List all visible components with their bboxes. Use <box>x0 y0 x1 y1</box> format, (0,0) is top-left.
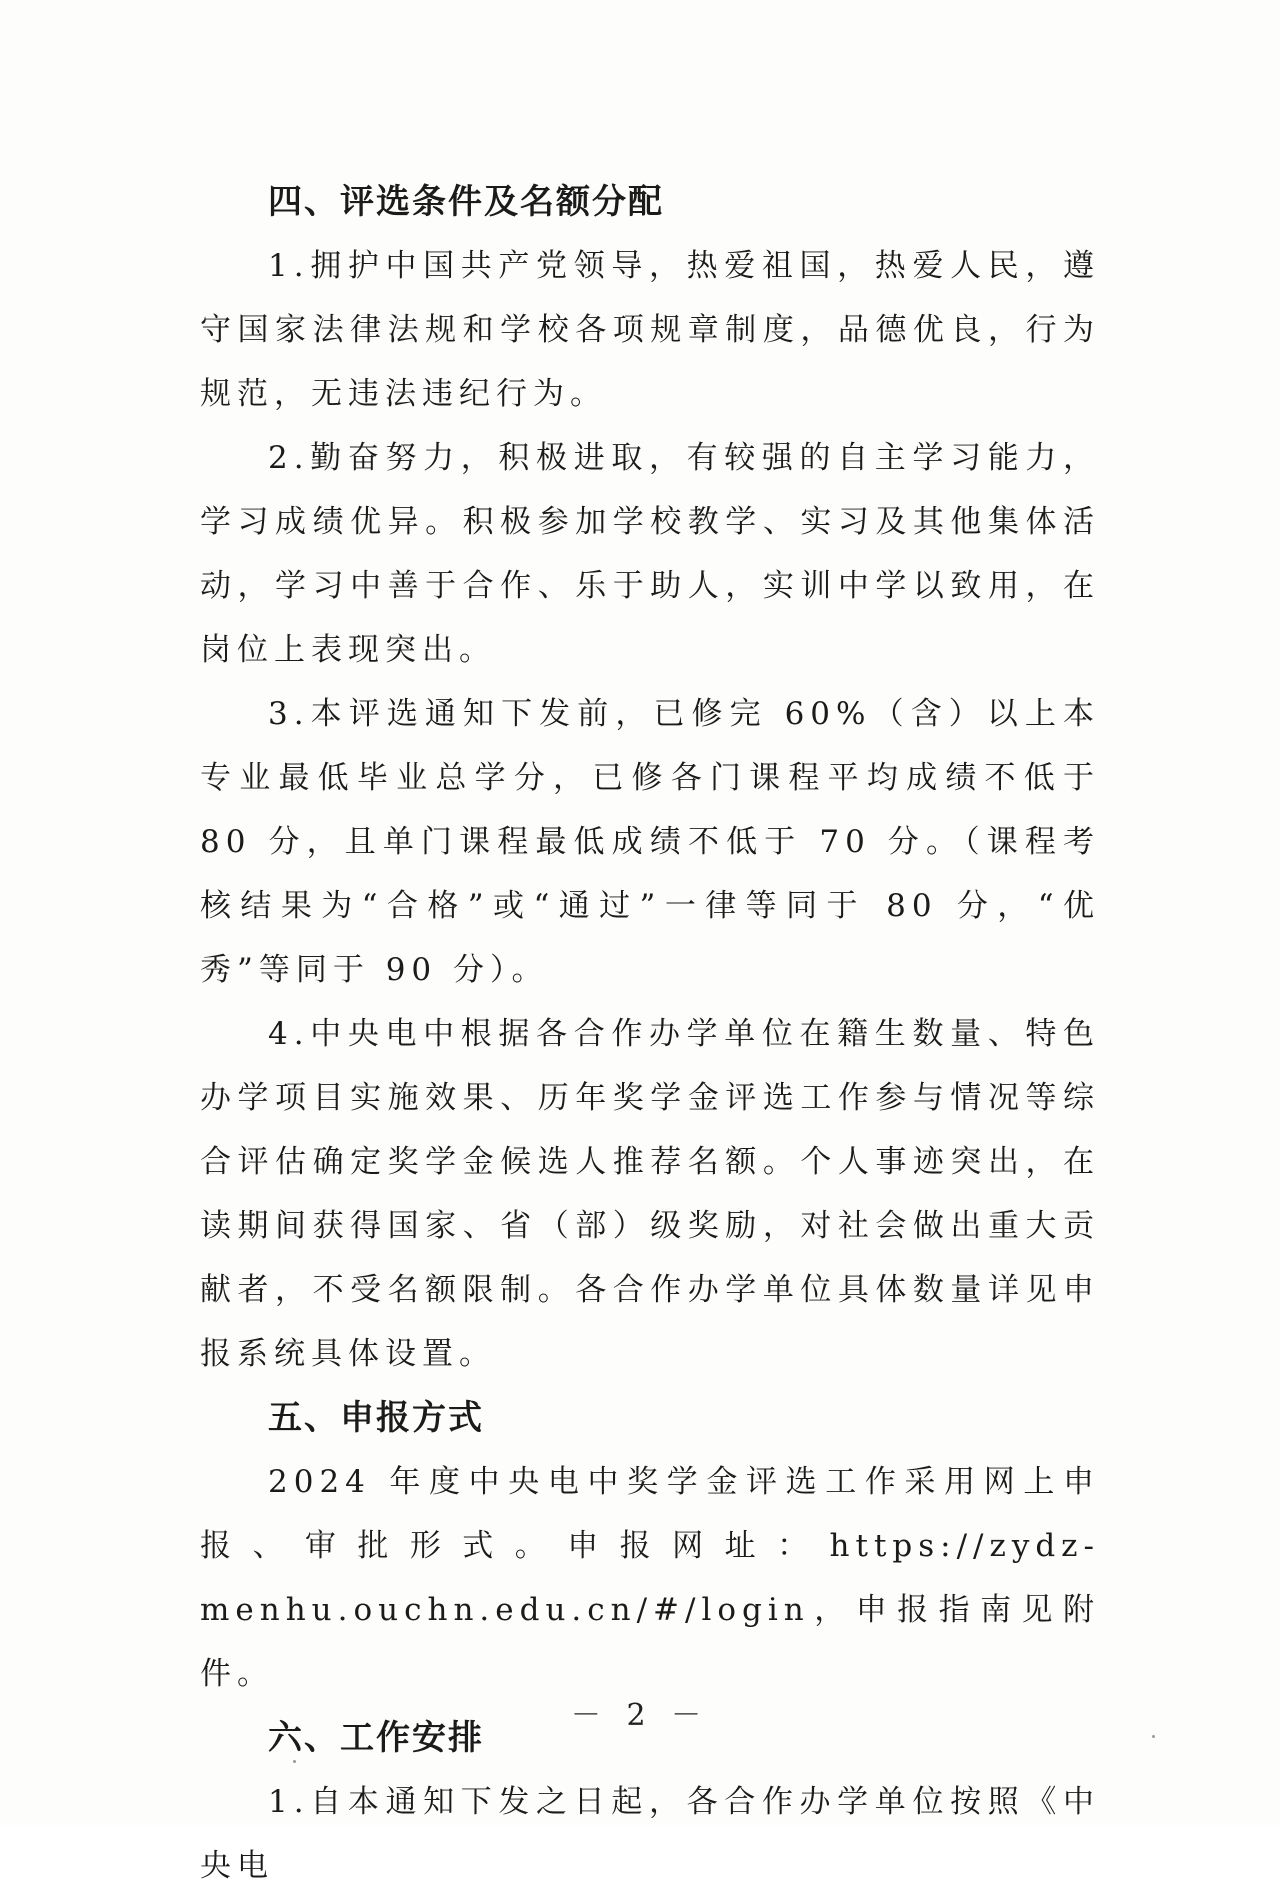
section-4-heading: 四、评选条件及名额分配 <box>268 182 664 222</box>
section-5-heading: 五、申报方式 <box>268 1398 484 1438</box>
scan-speck <box>1152 1735 1155 1738</box>
section-4-item-4: 4.中央电中根据各合作办学单位在籍生数量、特色办学项目实施效果、历年奖学金评选工作参与情况等综合评估确定奖学金候选人推荐名额。个人事迹突出，在读期间获得国家、省（部）级奖励，对社会做出重大贡献者，不受名额限制。各合作办学单位具体数量详见申报系统具体设置。 <box>200 1016 1100 1372</box>
section-6-heading: 六、工作安排 <box>268 1718 484 1758</box>
section-4-item-3: 3.本评选通知下发前，已修完 60%（含）以上本专业最低毕业总学分，已修各门课程平均成绩不低于 80 分，且单门课程最低成绩不低于 70 分。（课程考核结果为“合格”或“通过”一律等同于 80 分，“优秀”等同于 90 分）。 <box>200 696 1100 988</box>
scan-speck <box>293 1760 296 1763</box>
section-4-item-1: 1.拥护中国共产党领导，热爱祖国，热爱人民，遵守国家法律法规和学校各项规章制度，品德优良，行为规范，无违法违纪行为。 <box>200 248 1100 412</box>
section-5-text: 2024 年度中央电中奖学金评选工作采用网上申报、审批形式。申报网址：https://zydz-menhu.ouchn.edu.cn/#/login，申报指南见附件。 <box>200 1464 1100 1692</box>
section-4-item-2: 2.勤奋努力，积极进取，有较强的自主学习能力，学习成绩优异。积极参加学校教学、实习及其他集体活动，学习中善于合作、乐于助人，实训中学以致用，在岗位上表现突出。 <box>200 440 1100 668</box>
section-6-text: 1.自本通知下发之日起，各合作办学单位按照《中央电 <box>200 1784 1100 1884</box>
document-body <box>200 170 1100 1898</box>
page-number: － 2 － <box>570 1698 710 1733</box>
